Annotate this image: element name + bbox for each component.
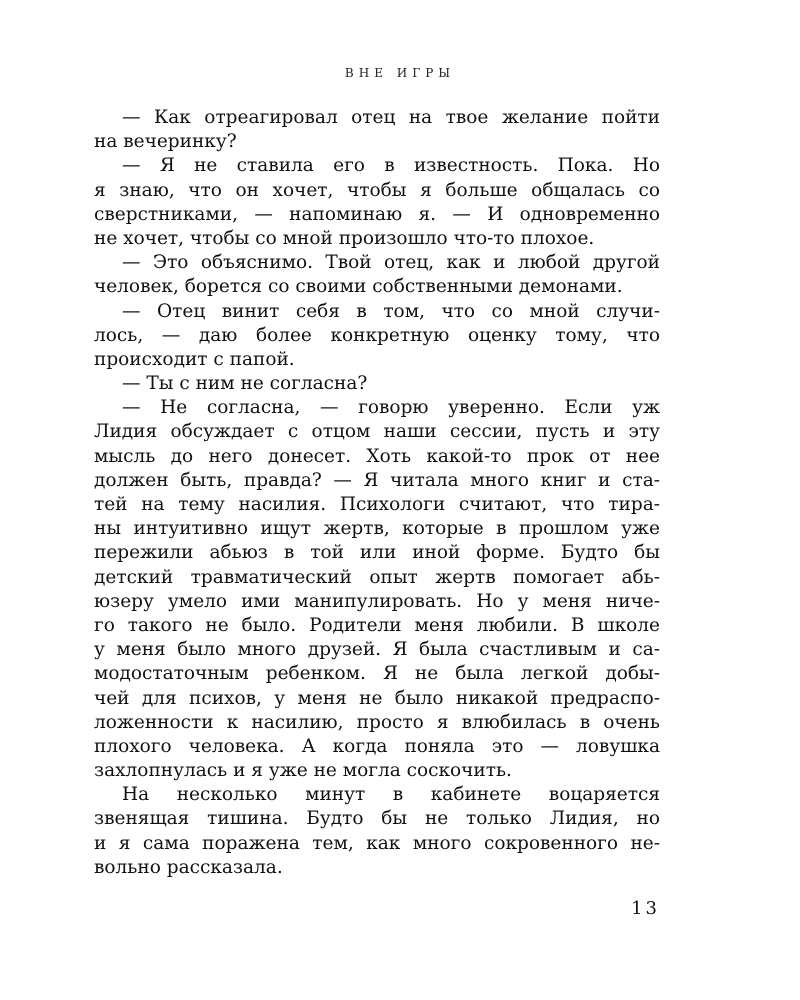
text-line: тей на тему насилия. Психологи считают, что тира- (94, 494, 660, 515)
text-line: На несколько минут в кабинете воцаряется (122, 784, 660, 806)
running-head: ВНЕ ИГРЫ (344, 66, 456, 80)
text-line: ны интуитивно ищут жертв, которые в прошлом уже (94, 518, 660, 540)
body-text (94, 106, 660, 880)
text-line: человек, борется со своими собственными демонами. (94, 276, 623, 298)
text-line: я знаю, что он хочет, чтобы я больше общалась со (94, 179, 660, 201)
text-line: мысль до него донесет. Хоть какой-то прок от нее (94, 445, 660, 467)
text-line: — Ты с ним не согласна? (122, 373, 368, 395)
text-line: звенящая тишина. Будто бы не только Лидия, но (94, 808, 660, 830)
text-line: юзеру умело ими манипулировать. Но у меня ниче- (94, 590, 660, 612)
text-line: лось, — даю более конкретную оценку тому, что (94, 324, 660, 346)
text-line: у меня было много друзей. Я была счастливым и са- (94, 639, 660, 661)
text-line: пережили абьюз в той или иной форме. Будто бы (94, 542, 660, 564)
text-line: — Это объяснимо. Твой отец, как и любой другой (122, 252, 660, 274)
text-line: модостаточным ребенком. Я не была легкой добы- (94, 663, 660, 685)
text-line: происходит с папой. (94, 348, 295, 370)
text-line: сверстниками, — напоминаю я. — И одновременно (94, 203, 660, 225)
text-line: го такого не было. Родители меня любили. В школе (94, 614, 660, 636)
text-line: не хочет, чтобы со мной произошло что-то плохое. (94, 227, 595, 249)
text-line: чей для психов, у меня не было никакой предраспо- (94, 687, 660, 709)
text-line: на вечеринку? (94, 131, 237, 153)
text-line: вольно рассказала. (94, 856, 283, 878)
text-line: — Я не ставила его в известность. Пока. Но (122, 155, 660, 177)
text-line: и я сама поражена тем, как много сокровенного не- (94, 832, 660, 854)
text-line: — Отец винит себя в том, что со мной случи- (122, 300, 660, 322)
text-line: ложенности к насилию, просто я влюбилась в очень (94, 711, 660, 733)
text-line: — Не согласна, — говорю уверенно. Если уж (122, 397, 660, 419)
text-line: захлопнулась и я уже не могла соскочить. (94, 760, 512, 782)
page-number: 13 (631, 898, 660, 919)
text-line: Лидия обсуждает с отцом наши сессии, пусть и эту (94, 421, 660, 443)
text-line: детский травматический опыт жертв помогает абь- (94, 566, 660, 588)
text-line: — Как отреагировал отец на твое желание пойти (122, 107, 660, 128)
text-line: должен быть, правда? — Я читала много книг и ста- (94, 469, 660, 491)
text-line: плохого человека. А когда поняла это — ловушка (94, 735, 660, 757)
